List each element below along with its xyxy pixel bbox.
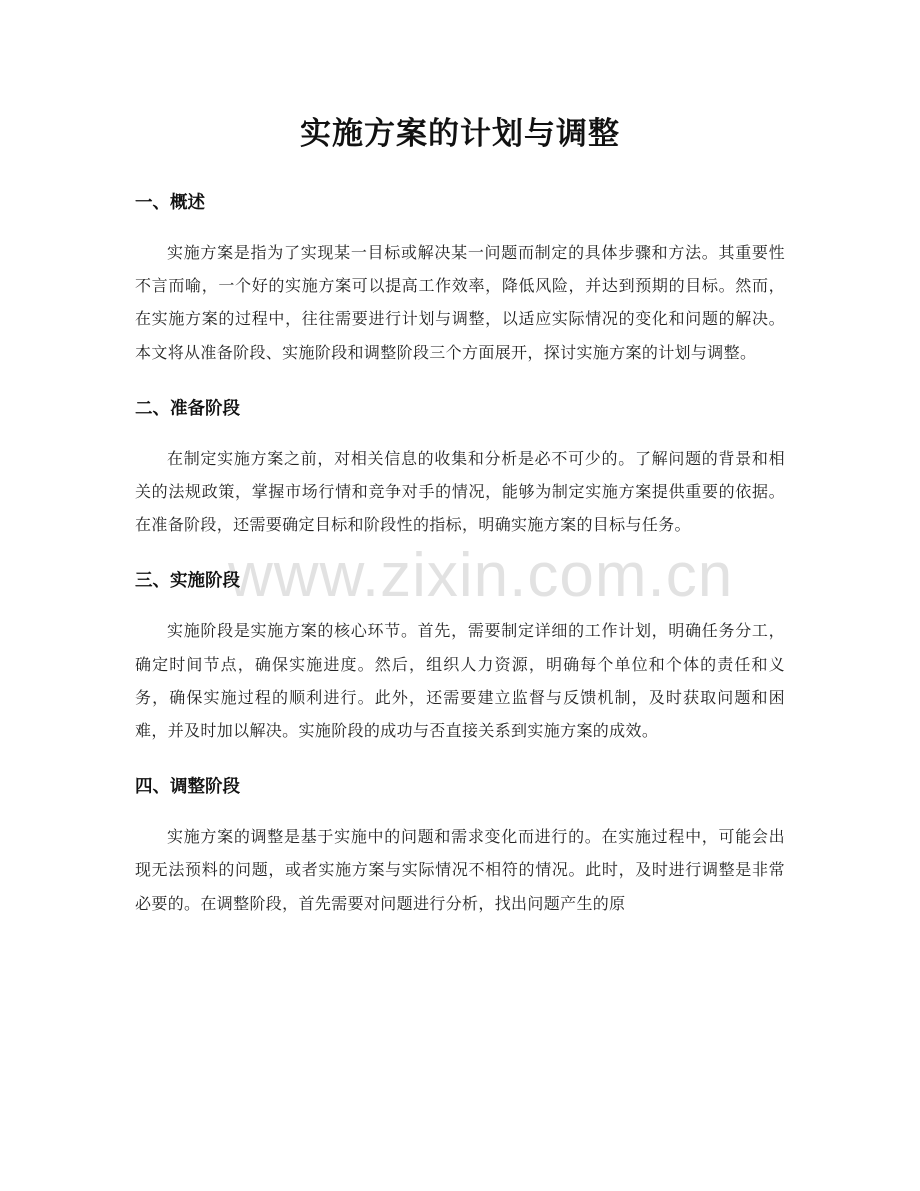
watermark-text: www.zixin.com.cn bbox=[228, 541, 734, 610]
section-preparation bbox=[135, 392, 785, 565]
section-paragraph: 实施阶段是实施方案的核心环节。首先，需要制定详细的工作计划，明确任务分工，确定时间节点，确保实施进度。然后，组织人力资源，明确每个单位和个体的责任和义务，确保实施过程的顺利进行。此外，还需要建立监督与反馈机制，及时获取问题和困难，并及时加以解决。实施阶段的成功与否直接关系到实施方案的成效。 bbox=[135, 621, 785, 741]
section-paragraph: 实施方案的调整是基于实施中的问题和需求变化而进行的。在实施过程中，可能会出现无法预料的问题，或者实施方案与实际情况不相符的情况。此时，及时进行调整是非常必要的。在调整阶段，首先需要对问题进行分析，找出问题产生的原 bbox=[135, 827, 785, 913]
section-heading: 四、调整阶段 bbox=[135, 777, 240, 798]
section-paragraph: 在制定实施方案之前，对相关信息的收集和分析是必不可少的。了解问题的背景和相关的法规政策，掌握市场行情和竞争对手的情况，能够为制定实施方案提供重要的依据。在准备阶段，还需要确定目标和阶段性的指标，明确实施方案的目标与任务。 bbox=[135, 448, 785, 535]
section-heading: 一、概述 bbox=[135, 193, 205, 213]
document-title: 实施方案的计划与调整 bbox=[300, 116, 620, 152]
document-body bbox=[135, 186, 785, 920]
section-heading: 三、实施阶段 bbox=[135, 571, 240, 592]
section-implementation bbox=[135, 564, 785, 770]
section-overview bbox=[135, 186, 785, 392]
section-heading: 二、准备阶段 bbox=[135, 398, 240, 419]
section-adjustment bbox=[135, 770, 785, 920]
section-paragraph: 实施方案是指为了实现某一目标或解决某一问题而制定的具体步骤和方法。其重要性不言而喻，一个好的实施方案可以提高工作效率，降低风险，并达到预期的目标。然而，在实施方案的过程中，往往需要进行计划与调整，以适应实际情况的变化和问题的解决。本文将从准备阶段、实施阶段和调整阶段三个方面展开，探讨实施方案的计划与调整。 bbox=[135, 243, 785, 362]
